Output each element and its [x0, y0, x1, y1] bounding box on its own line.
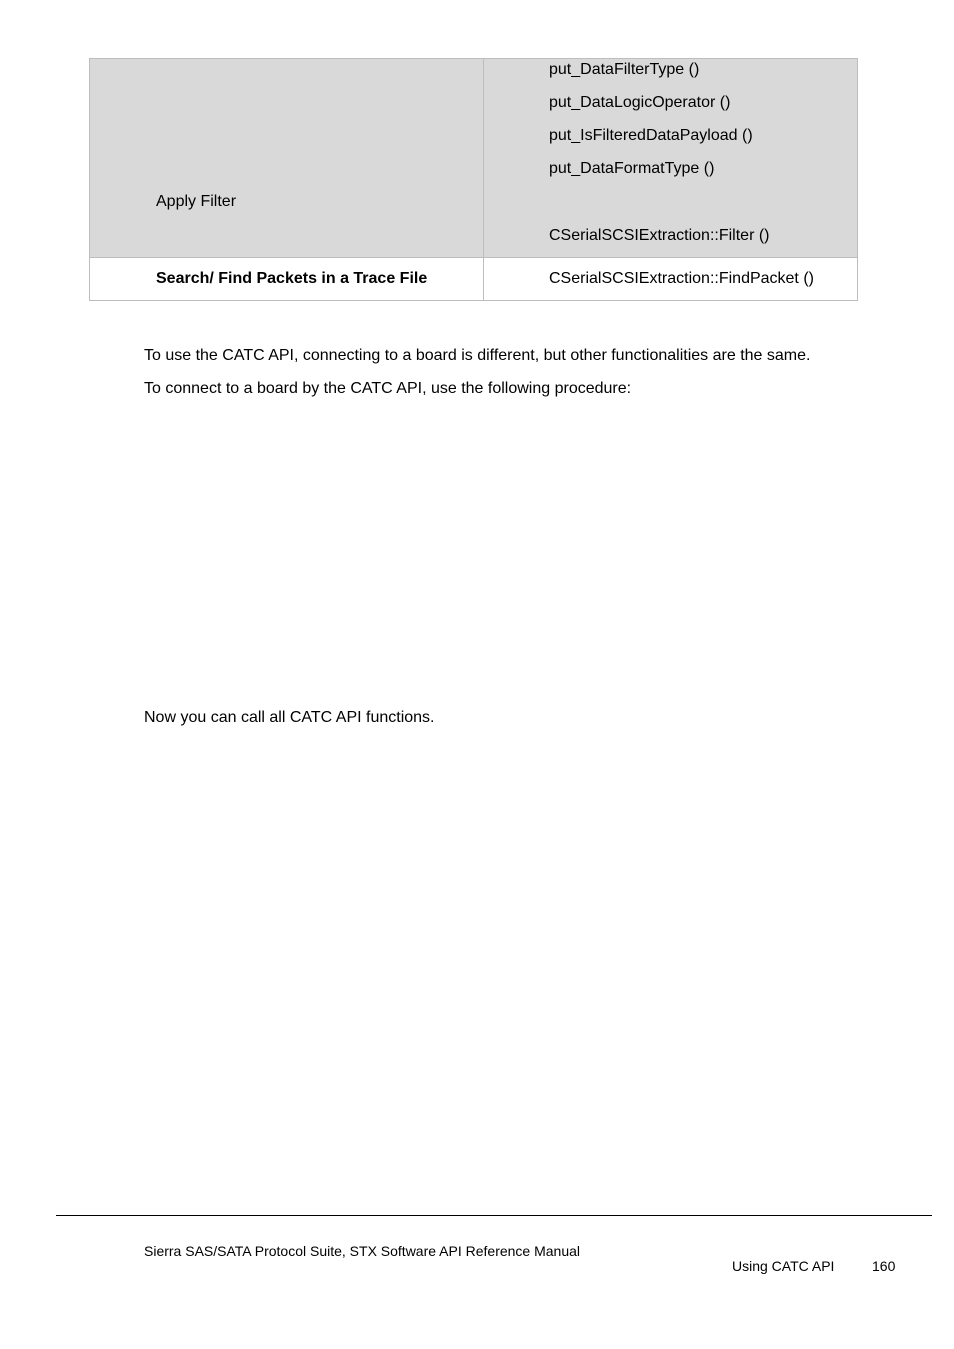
body-paragraph-procedure: To connect to a board by the CATC API, use the following procedure:	[144, 380, 632, 397]
footer-page-number: 160	[872, 1258, 896, 1274]
footer-manual-title: Sierra SAS/SATA Protocol Suite, STX Software API Reference Manual	[144, 1243, 581, 1259]
footer-divider	[56, 1215, 932, 1216]
body-paragraph-intro: To use the CATC API, connecting to a board is different, but other functionalities are the same.	[144, 347, 811, 364]
table-cell-task	[90, 59, 484, 258]
body-paragraph-conclusion: Now you can call all CATC API functions.	[144, 709, 435, 726]
footer-section-name: Using CATC API	[732, 1258, 835, 1274]
api-table	[89, 58, 858, 301]
task-label-search: Search/ Find Packets in a Trace File	[90, 258, 484, 301]
method-item: CSerialSCSIExtraction::Filter ()	[549, 227, 770, 244]
method-item: put_DataFilterType ()	[549, 61, 700, 78]
table-cell-methods	[484, 59, 858, 258]
method-item: put_DataFormatType ()	[549, 160, 715, 177]
method-find-packet: CSerialSCSIExtraction::FindPacket ()	[484, 258, 858, 301]
method-item: put_DataLogicOperator ()	[549, 94, 731, 111]
table-row-search-packets	[90, 258, 858, 301]
table-row-apply-filter	[90, 59, 858, 258]
task-label-apply-filter: Apply Filter	[156, 193, 237, 210]
method-item: put_IsFilteredDataPayload ()	[549, 127, 753, 144]
